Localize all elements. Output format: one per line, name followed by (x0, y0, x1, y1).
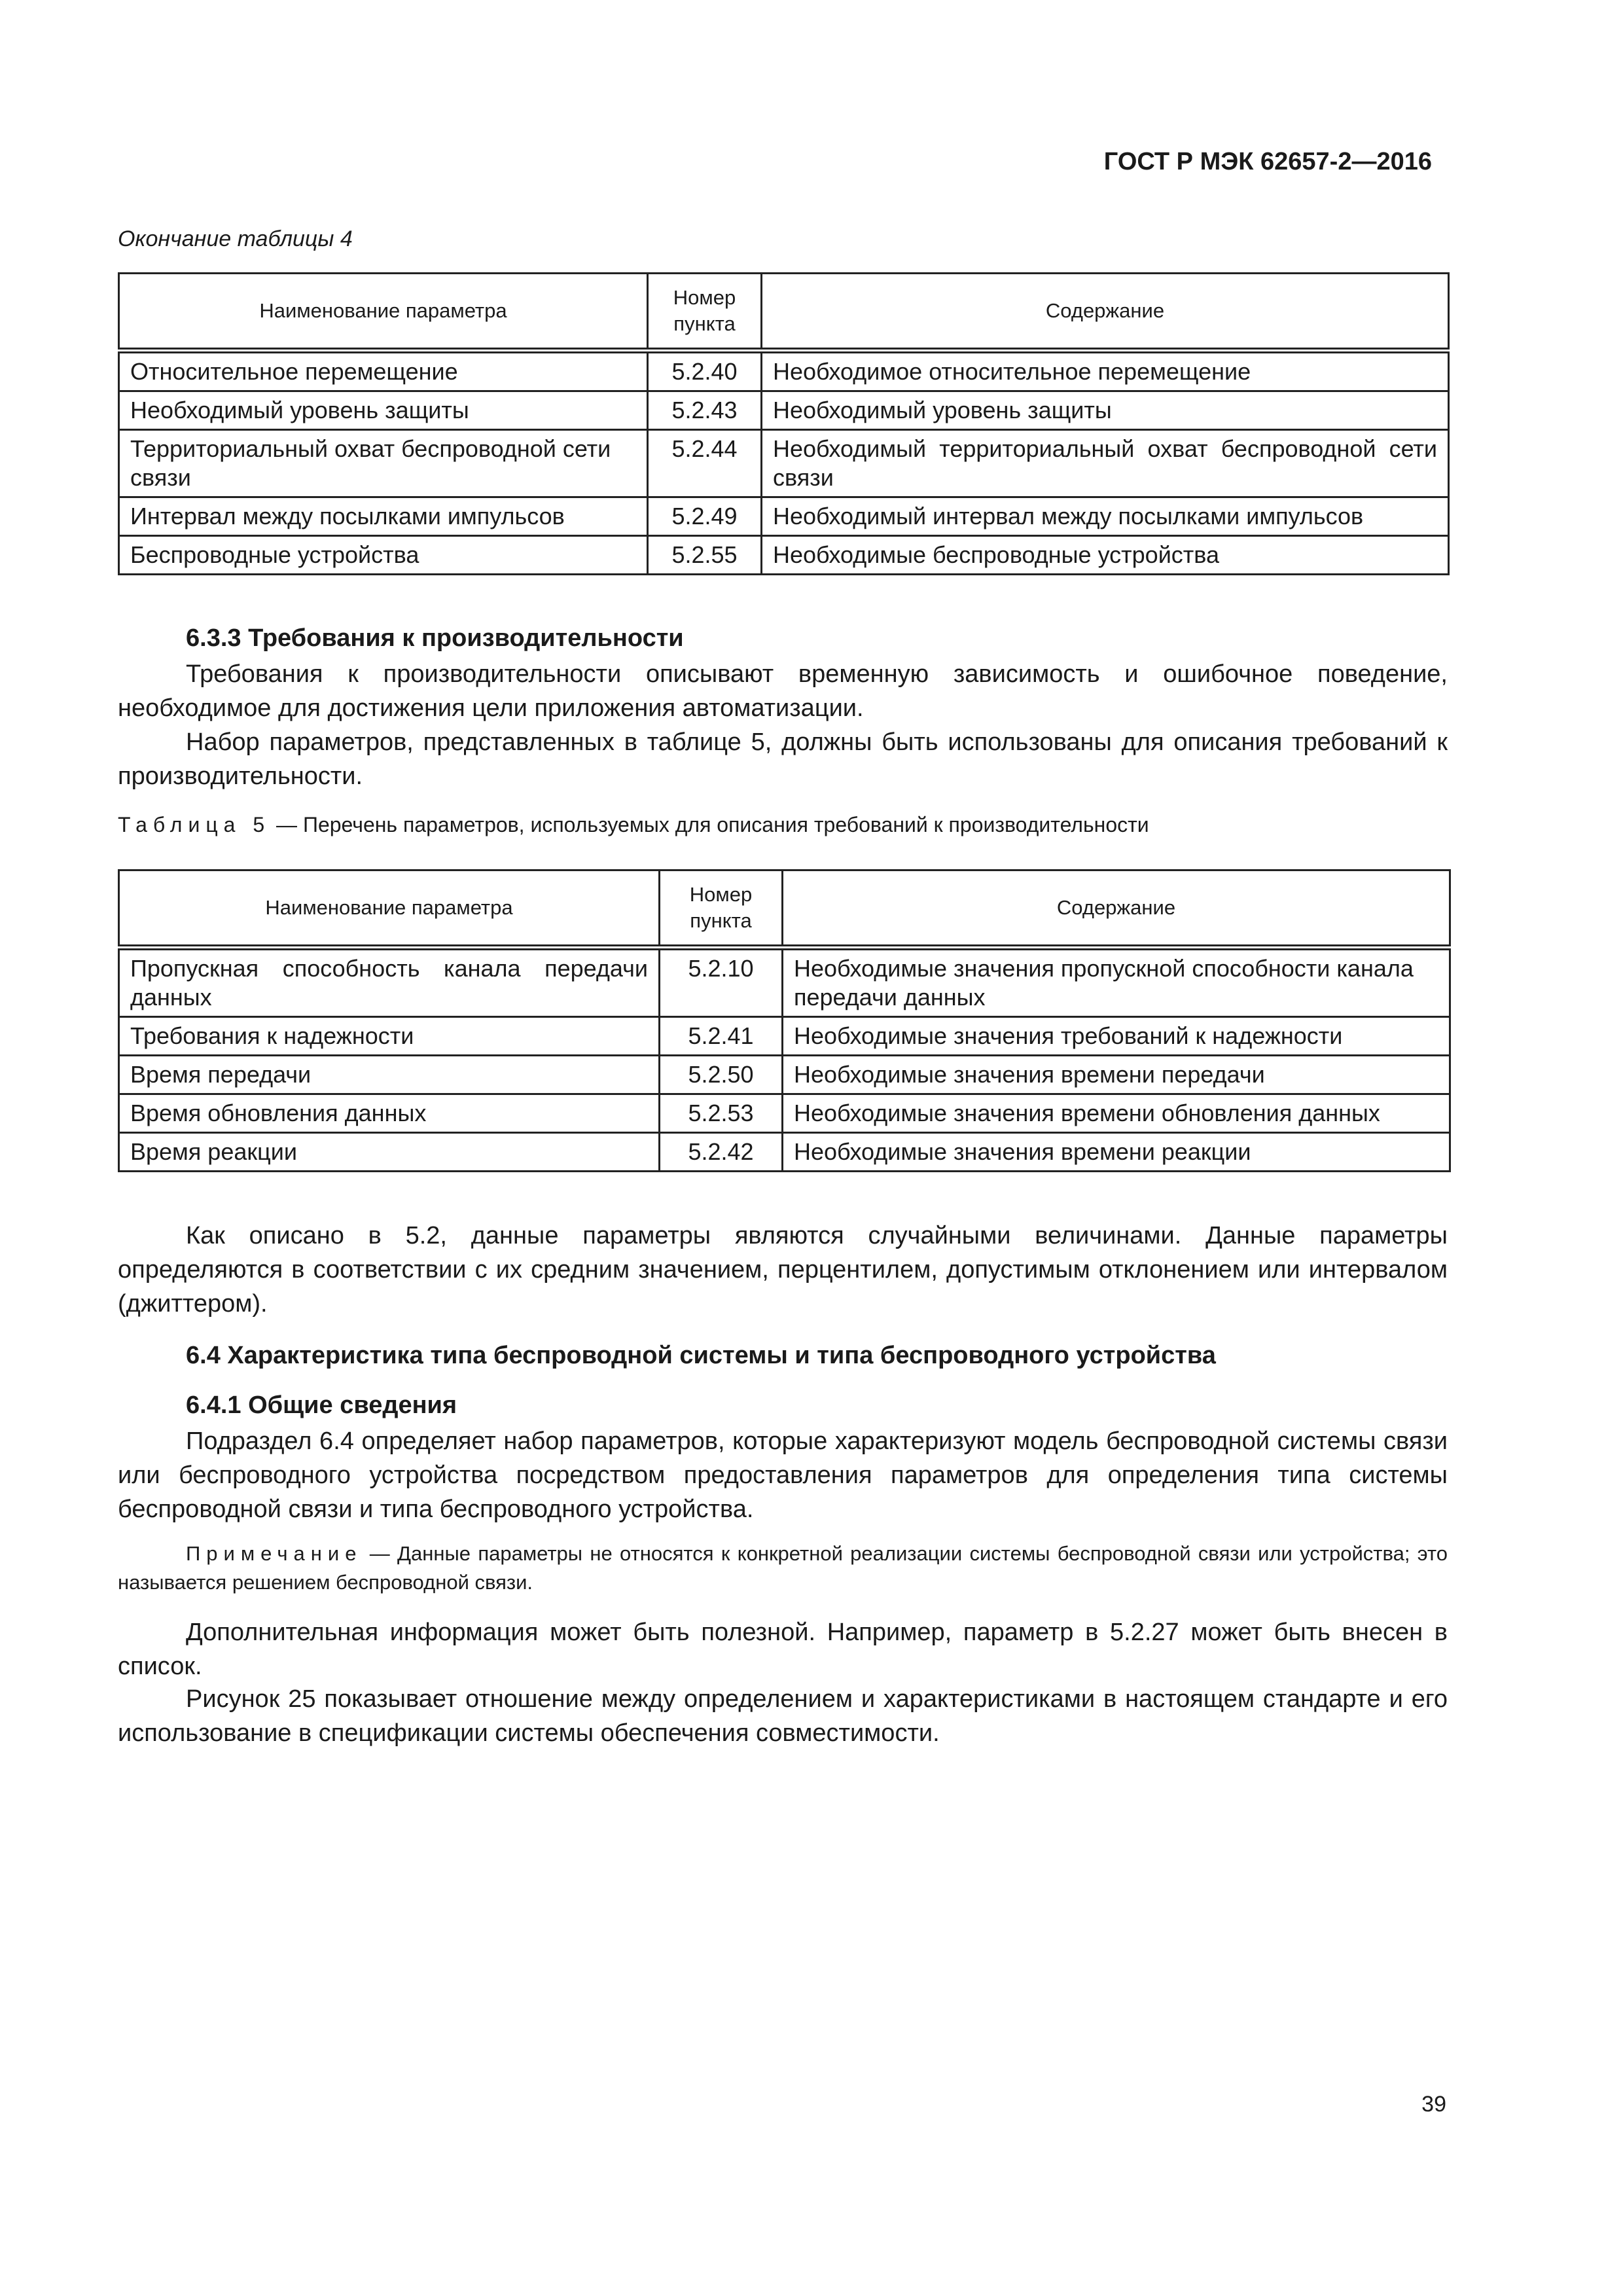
section-heading-6-4: 6.4 Характеристика типа беспроводной системы и типа беспроводного устройства (186, 1342, 1216, 1369)
note-text: — Данные параметры не относятся к конкретной реализации системы беспроводной связи или устройства; это называется решением беспроводной связи. (118, 1542, 1448, 1594)
section-heading-6-4-1: 6.4.1 Общие сведения (186, 1391, 457, 1419)
paragraph (118, 657, 1448, 725)
parameter-content: Необходимые значения времени передачи (783, 1056, 1450, 1094)
parameter-name: Относительное перемещение (119, 351, 648, 391)
parameter-name: Территориальный охват беспроводной сети связи (119, 430, 648, 497)
table-row (119, 1094, 1450, 1133)
paragraph (118, 1682, 1448, 1750)
table-4 (118, 272, 1450, 575)
paragraph (118, 1424, 1448, 1526)
table5-caption-label: Таблица 5 (118, 813, 271, 836)
clause-number: 5.2.40 (648, 351, 762, 391)
clause-number: 5.2.43 (648, 391, 762, 430)
parameter-content: Необходимый территориальный охват беспроводной сети связи (762, 430, 1449, 497)
parameter-content: Необходимое относительное перемещение (762, 351, 1449, 391)
table-row (119, 1017, 1450, 1056)
note-label: Примечание (186, 1542, 363, 1565)
parameter-content: Необходимые значения пропускной способности канала передачи данных (783, 948, 1450, 1017)
table-header-row (119, 274, 1449, 351)
clause-number: 5.2.49 (648, 497, 762, 536)
parameter-name: Пропускная способность канала передачи данных (119, 948, 660, 1017)
column-header: Содержание (762, 274, 1449, 351)
column-header: Наименование параметра (119, 274, 648, 351)
parameter-content: Необходимые значения времени обновления данных (783, 1094, 1450, 1133)
table4-continuation-label: Окончание таблицы 4 (118, 226, 353, 251)
column-header: Номер пункта (648, 274, 762, 351)
paragraph-text: Подраздел 6.4 определяет набор параметров, которые характеризуют модель беспроводной системы связи или беспроводного устройства посредством предоставления параметров для определения типа системы беспроводной связи и типа беспроводного устройства. (118, 1427, 1448, 1523)
column-header: Наименование параметра (119, 870, 660, 948)
parameter-content: Необходимые значения требований к надежности (783, 1017, 1450, 1056)
section-heading-6-3-3: 6.3.3 Требования к производительности (186, 624, 684, 652)
paragraph (118, 1219, 1448, 1321)
table5-caption-text: — Перечень параметров, используемых для описания требований к производительности (270, 813, 1149, 836)
table5-caption (118, 813, 1149, 837)
clause-number: 5.2.53 (660, 1094, 783, 1133)
table-5 (118, 869, 1451, 1172)
table-header-row (119, 870, 1450, 948)
clause-number: 5.2.42 (660, 1133, 783, 1172)
column-header: Номер пункта (660, 870, 783, 948)
clause-number: 5.2.50 (660, 1056, 783, 1094)
table-row (119, 948, 1450, 1017)
parameter-name: Требования к надежности (119, 1017, 660, 1056)
clause-number: 5.2.10 (660, 948, 783, 1017)
column-header: Содержание (783, 870, 1450, 948)
table-row (119, 391, 1449, 430)
clause-number: 5.2.41 (660, 1017, 783, 1056)
parameter-name: Время обновления данных (119, 1094, 660, 1133)
paragraph (118, 725, 1448, 793)
paragraph-text: Дополнительная информация может быть полезной. Например, параметр в 5.2.27 может быть внесен в список. (118, 1619, 1448, 1680)
table-row (119, 1056, 1450, 1094)
table-row (119, 430, 1449, 497)
table-row (119, 1133, 1450, 1172)
parameter-content: Необходимый интервал между посылками импульсов (762, 497, 1449, 536)
paragraph-text: Рисунок 25 показывает отношение между определением и характеристиками в настоящем стандарте и его использование в спецификации системы обеспечения совместимости. (118, 1685, 1448, 1747)
paragraph (118, 1615, 1448, 1683)
parameter-content: Необходимые беспроводные устройства (762, 536, 1449, 575)
table-row (119, 351, 1449, 391)
parameter-name: Время реакции (119, 1133, 660, 1172)
parameter-name: Беспроводные устройства (119, 536, 648, 575)
parameter-name: Интервал между посылками импульсов (119, 497, 648, 536)
parameter-content: Необходимый уровень защиты (762, 391, 1449, 430)
parameter-name: Необходимый уровень защиты (119, 391, 648, 430)
parameter-content: Необходимые значения времени реакции (783, 1133, 1450, 1172)
note (118, 1539, 1448, 1597)
page-number: 39 (1421, 2092, 1446, 2117)
table-row (119, 497, 1449, 536)
paragraph-text: Набор параметров, представленных в таблице 5, должны быть использованы для описания требований к производительности. (118, 728, 1448, 790)
paragraph-text: Как описано в 5.2, данные параметры являются случайными величинами. Данные параметры определяются в соответствии с их средним значением, перцентилем, допустимым отклонением или интервалом (джиттером). (118, 1222, 1448, 1318)
clause-number: 5.2.55 (648, 536, 762, 575)
clause-number: 5.2.44 (648, 430, 762, 497)
table-row (119, 536, 1449, 575)
paragraph-text: Требования к производительности описывают временную зависимость и ошибочное поведение, необходимое для достижения цели приложения автоматизации. (118, 660, 1448, 722)
document-id: ГОСТ Р МЭК 62657-2—2016 (1103, 148, 1432, 175)
parameter-name: Время передачи (119, 1056, 660, 1094)
